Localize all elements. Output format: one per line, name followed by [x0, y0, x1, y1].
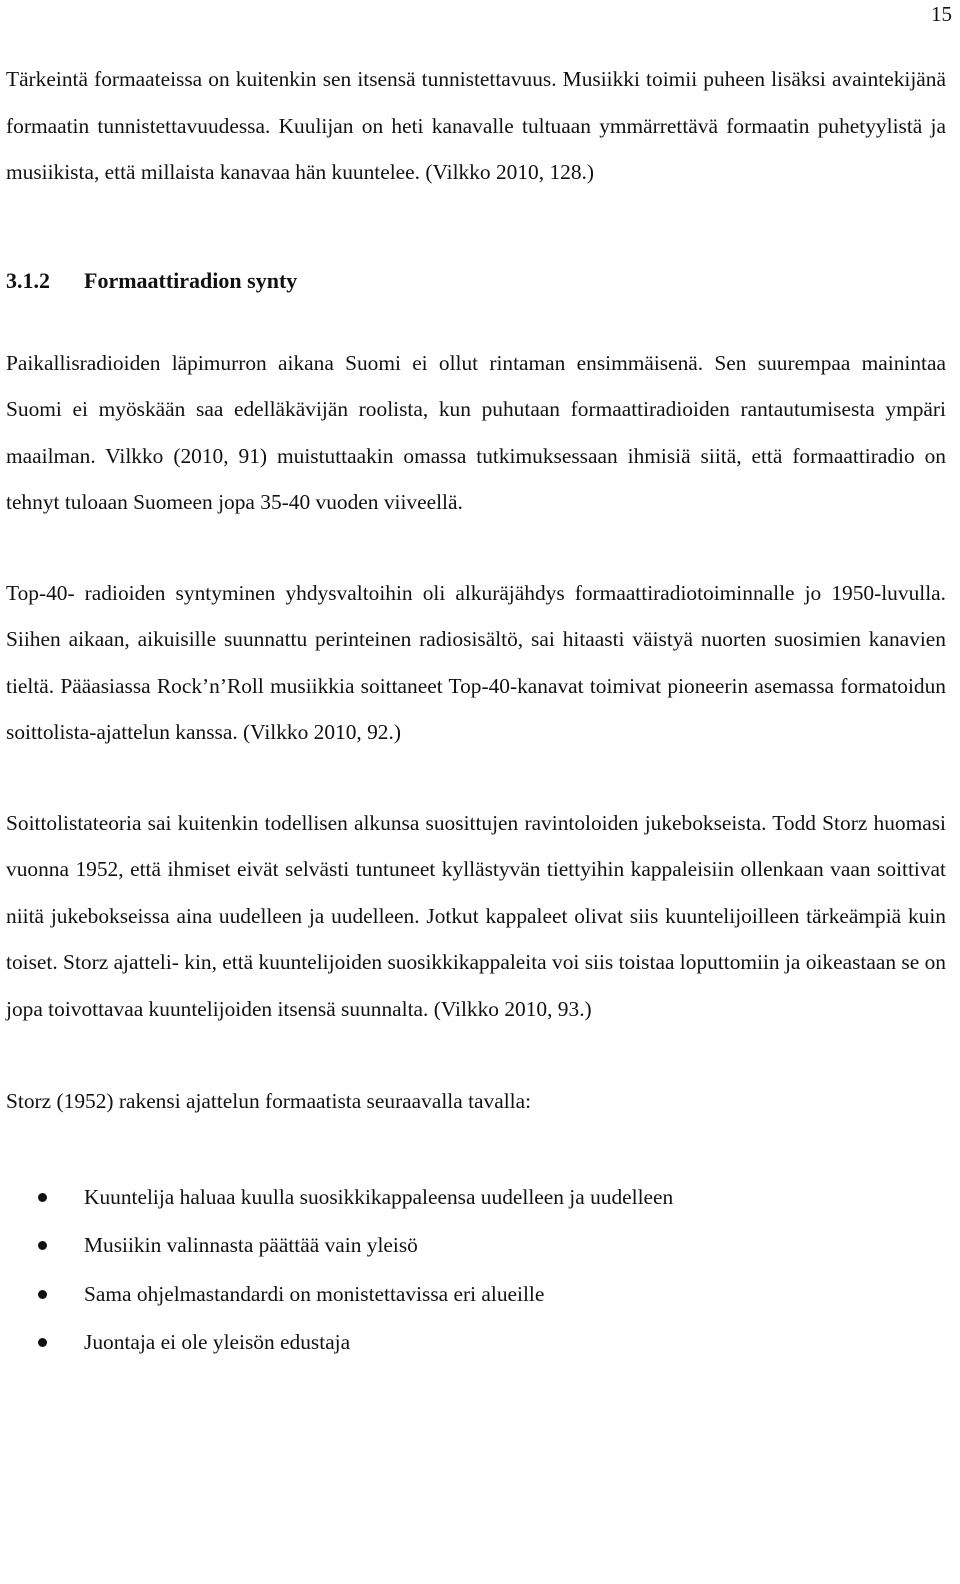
paragraph-1: Paikallisradioiden läpimurron aikana Suomi ei ollut rintaman ensimmäisenä. Sen suurempaa mainintaa Suomi ei myöskään saa edelläkävijän roolista, kun puhutaan formaattiradioiden rantautumisesta ympäri maailman. Vilkko (2010, 91) muistuttaakin omassa tutkimuksessaan ihmisiä siitä, että formaattiradio on tehnyt tuloaan Suomeen jopa 35-40 vuoden viiveellä.: [6, 350, 946, 514]
bullet-list: [6, 1173, 946, 1367]
page-number: 15: [931, 2, 952, 26]
document-body: [6, 56, 946, 1367]
list-item: Sama ohjelmastandardi on monistettavissa eri alueille: [6, 1270, 946, 1319]
bullet-icon: [38, 1290, 47, 1299]
section-number: 3.1.2: [6, 267, 50, 293]
paragraph-2: Top-40- radioiden syntyminen yhdysvaltoihin oli alkuräjähdys formaattiradiotoiminnalle jo 1950-luvulla. Siihen aikaan, aikuisille suunnattu perinteinen radiosisältö, sai hitaasti väistyä nuorten suosimien kanavien tieltä. Pääasiassa Rock’n’Roll musiikkia soittaneet Top-40-kanavat toimivat pioneerin asemassa formatoidun soittolista-ajattelun kanssa. (Vilkko 2010, 92.): [6, 580, 946, 744]
section-heading: [6, 258, 946, 304]
list-item: Kuuntelija haluaa kuulla suosikkikappaleensa uudelleen ja uudelleen: [6, 1173, 946, 1222]
list-item: Musiikin valinnasta päättää vain yleisö: [6, 1221, 946, 1270]
paragraph-3: Soittolistateoria sai kuitenkin todellisen alkunsa suosittujen ravintoloiden jukebokseista. Todd Storz huomasi vuonna 1952, että ihmiset eivät selvästi tuntuneet kyllästyvän tiettyihin kappaleisiin ollenkaan vaan soittivat niitä jukebokseissa aina uudelleen ja uudelleen. Jotkut kappaleet olivat siis kuuntelijoilleen tärkeämpiä kuin toiset. Storz ajatteli- kin, että kuuntelijoiden suosikkikappaleita voi siis toistaa loputtomiin ja oikeastaan se on jopa toivottavaa kuuntelijoiden itsensä suunnalta. (Vilkko 2010, 93.): [6, 810, 946, 1021]
list-item: Juontaja ei ole yleisön edustaja: [6, 1318, 946, 1367]
bullet-icon: [38, 1193, 47, 1202]
bullet-icon: [38, 1338, 47, 1347]
section-title: Formaattiradion synty: [84, 267, 298, 293]
paragraph-intro: Tärkeintä formaateissa on kuitenkin sen itsensä tunnistettavuus. Musiikki toimii puheen lisäksi avaintekijänä formaatin tunnistettavuudessa. Kuulijan on heti kanavalle tultuaan ymmärrettävä formaatin puhetyylistä ja musiikista, että millaista kanavaa hän kuuntelee. (Vilkko 2010, 128.): [6, 67, 946, 184]
paragraph-4: Storz (1952) rakensi ajattelun formaatista seuraavalla tavalla:: [6, 1089, 532, 1113]
bullet-icon: [38, 1241, 47, 1250]
